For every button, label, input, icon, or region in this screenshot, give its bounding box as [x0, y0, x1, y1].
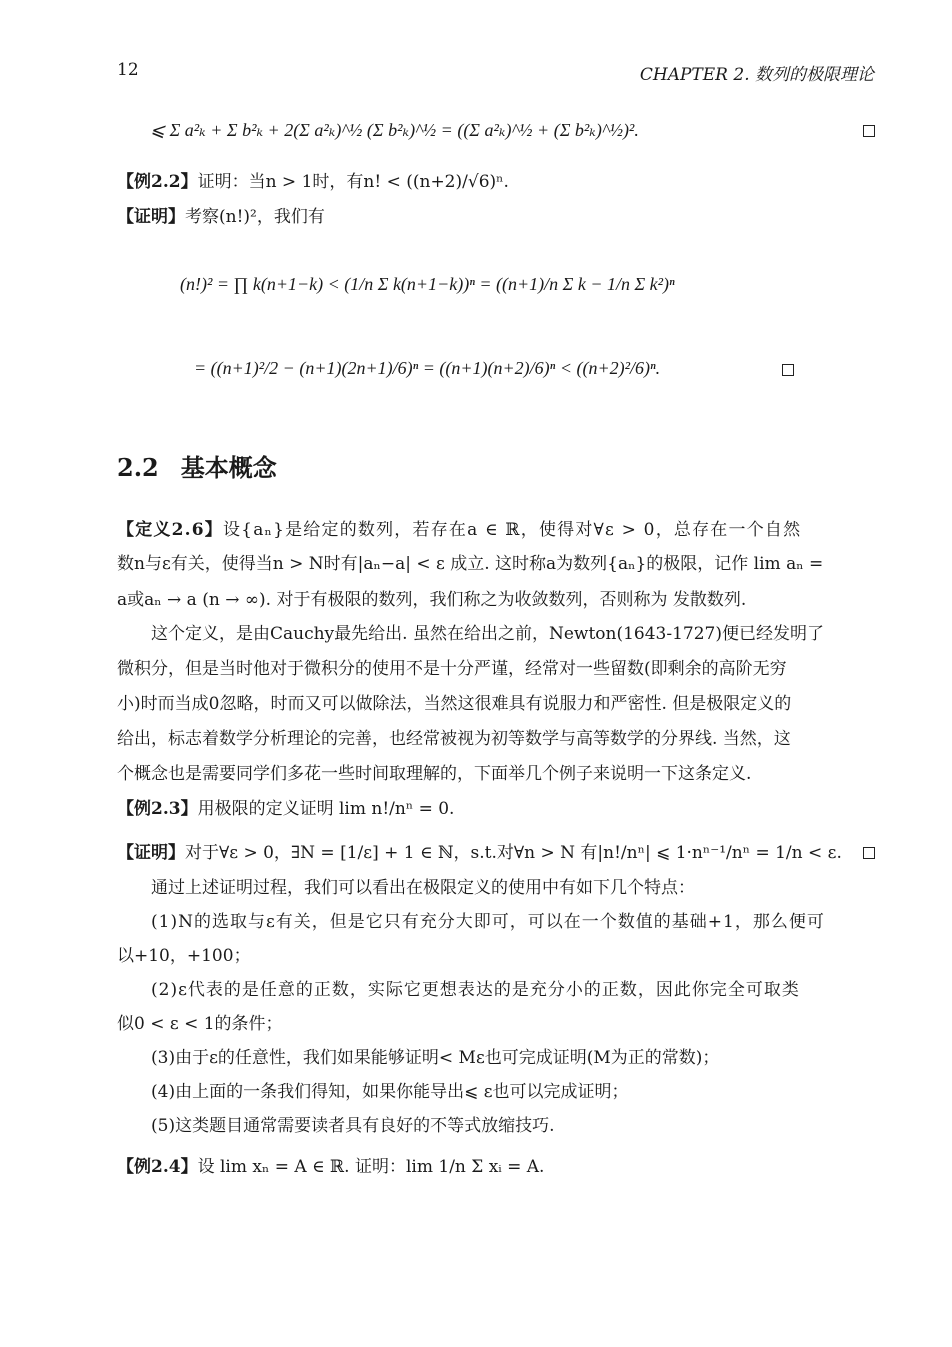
example-label: 【例2.3】: [117, 799, 198, 819]
example-2-3: [117, 797, 454, 821]
paragraph-line: 小)时而当成0忽略，时而又可以做除法，当然这很难具有说服力和严密性. 但是极限定义的: [117, 694, 792, 714]
feature-item: (2)ε代表的是任意的正数，实际它更想表达的是充分小的正数，因此你完全可取类: [151, 980, 800, 1000]
definition-2-6-line-1: [117, 518, 801, 542]
feature-item: (3)由于ε的任意性，我们如果能够证明< Mε也可完成证明(M为正的常数)；: [151, 1048, 720, 1068]
proof-label: 【证明】: [117, 843, 185, 863]
feature-item: 以+10，+100；: [117, 946, 251, 966]
qed-mark: [863, 847, 875, 859]
qed-mark: [782, 364, 794, 376]
example-label: 【例2.4】: [117, 1157, 198, 1177]
example-2-2: [117, 170, 509, 194]
equation-product-2: = ((n+1)²/2 − (n+1)(2n+1)/6)ⁿ = ((n+1)(n+2)/6)ⁿ < ((n+2)²/6)ⁿ.: [194, 358, 661, 378]
definition-2-6-line-3: a或aₙ → a (n → ∞). 对于有极限的数列，我们称之为收敛数列，否则称为 发散数列.: [117, 590, 747, 610]
feature-item: (4)由上面的一条我们得知，如果你能导出⩽ ε也可以完成证明；: [151, 1082, 629, 1102]
qed-mark: [863, 125, 875, 137]
paragraph-line: 个概念也是需要同学们多花一些时间取理解的，下面举几个例子来说明一下这条定义.: [117, 764, 752, 784]
proof-2-3: [117, 841, 842, 865]
definition-text: 设{aₙ}是给定的数列，若存在a ∈ ℝ，使得对∀ε > 0，总存在一个自然: [222, 520, 802, 540]
example-2-4: [117, 1155, 544, 1179]
definition-2-6-line-2: 数n与ε有关，使得当n > N时有|aₙ−a| < ε 成立. 这时称a为数列{aₙ}的极限，记作 lim aₙ =: [117, 554, 824, 574]
example-text: 用极限的定义证明 lim n!/nⁿ = 0.: [197, 799, 455, 819]
section-heading: [117, 448, 277, 483]
example-label: 【例2.2】: [117, 172, 198, 192]
page-number: 12: [117, 60, 139, 80]
proof-text: 对于∀ε > 0，∃N = [1/ε] + 1 ∈ ℕ，s.t.对∀n > N 有|n!/nⁿ| ⩽ 1·nⁿ⁻¹/nⁿ = 1/n < ε.: [185, 843, 842, 863]
definition-label: 【定义2.6】: [117, 520, 223, 540]
proof-2-2: [117, 205, 325, 229]
chapter-header: CHAPTER 2. 数列的极限理论: [639, 65, 874, 85]
feature-item: 似0 < ε < 1的条件；: [117, 1014, 283, 1034]
example-text: 证明：当n > 1时，有n! < ((n+2)/√6)ⁿ.: [197, 172, 509, 192]
paragraph-line: 给出，标志着数学分析理论的完善，也经常被视为初等数学与高等数学的分界线. 当然，这: [117, 729, 791, 749]
section-title: 基本概念: [180, 453, 277, 482]
example-text: 设 lim xₙ = A ∈ ℝ. 证明：lim 1/n Σ xᵢ = A.: [197, 1157, 545, 1177]
equation-product: (n!)² = ∏ k(n+1−k) < (1/n Σ k(n+1−k))ⁿ = ((n+1)/n Σ k − 1/n Σ k²)ⁿ: [180, 274, 675, 294]
feature-item: (1)N的选取与ε有关，但是它只有充分大即可，可以在一个数值的基础+1，那么便可: [151, 912, 825, 932]
features-intro: 通过上述证明过程，我们可以看出在极限定义的使用中有如下几个特点：: [151, 878, 695, 898]
section-number: 2.2: [117, 453, 159, 482]
paragraph-line: 这个定义，是由Cauchy最先给出. 虽然在给出之前，Newton(1643-1727)便已经发明了: [151, 624, 825, 644]
equation-top: ⩽ Σ a²ₖ + Σ b²ₖ + 2(Σ a²ₖ)^½ (Σ b²ₖ)^½ = ((Σ a²ₖ)^½ + (Σ b²ₖ)^½)².: [150, 120, 639, 140]
proof-label: 【证明】: [117, 207, 185, 227]
paragraph-line: 微积分，但是当时他对于微积分的使用不是十分严谨，经常对一些留数(即剩余的高阶无穷: [117, 659, 787, 679]
proof-text: 考察(n!)²，我们有: [185, 207, 325, 227]
feature-item: (5)这类题目通常需要读者具有良好的不等式放缩技巧.: [151, 1116, 555, 1136]
